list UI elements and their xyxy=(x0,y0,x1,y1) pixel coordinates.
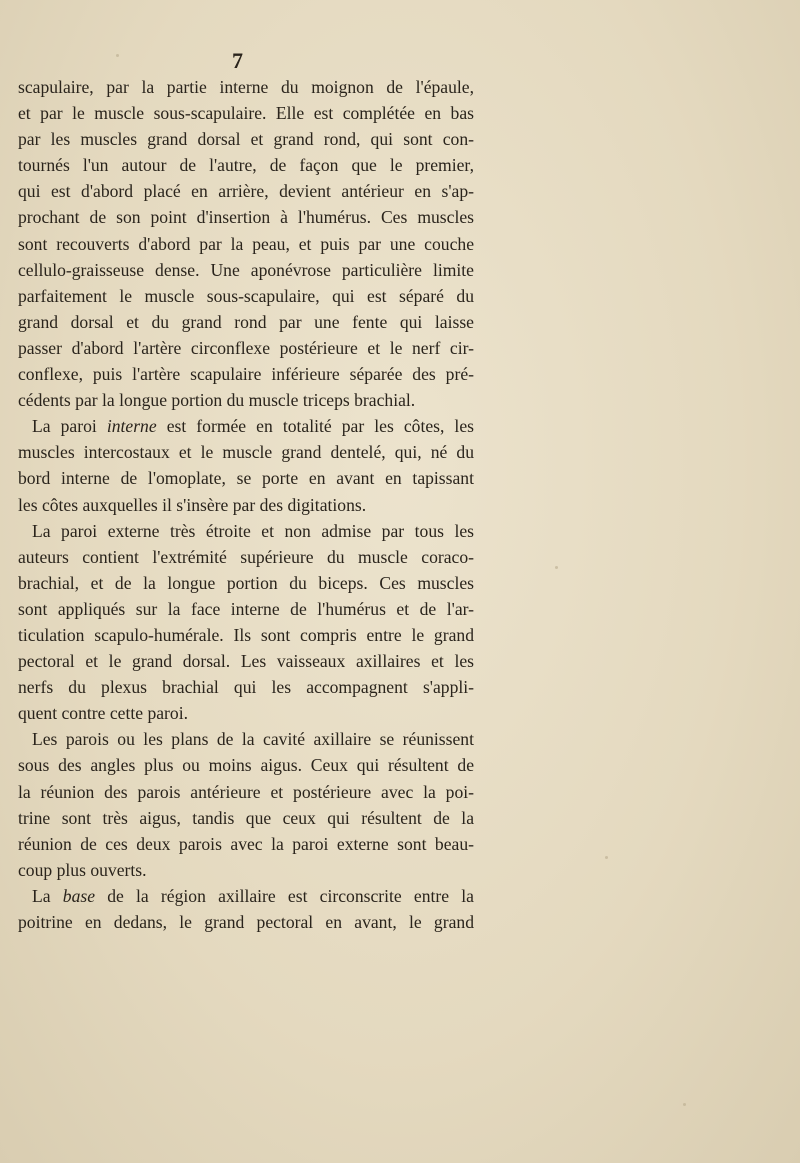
text-line: grand dorsal et du grand rond par une fente qui laisse xyxy=(18,311,474,332)
paper-speck xyxy=(555,566,558,569)
text-segment: La paroi xyxy=(32,416,107,437)
text-line: scapulaire, par la partie interne du moignon de l'épaule, xyxy=(18,77,474,97)
text-line: trine sont très aigus, tandis que ceux qui résultent de la xyxy=(18,807,474,828)
text-line: coup plus ouverts. xyxy=(18,859,147,880)
text-segment: est formée en totalité par les côtes, les xyxy=(156,416,474,437)
text-line: les côtes auxquelles il s'insère par des digitations. xyxy=(18,494,367,515)
text-line xyxy=(18,413,474,439)
text-line: muscles intercostaux et le muscle grand dentelé, qui, né du xyxy=(18,442,474,463)
text-line: cellulo-graisseuse dense. Une aponévrose particulière limite xyxy=(18,259,474,280)
text-segment: de la région axillaire est circonscrite entre la xyxy=(95,885,474,906)
text-line: poitrine en dedans, le grand pectoral en avant, le grand xyxy=(18,912,474,932)
paper-speck xyxy=(116,54,119,57)
text-line: sont recouverts d'abord par la peau, et puis par une couche xyxy=(18,233,474,254)
text-line: prochant de son point d'insertion à l'humérus. Ces muscles xyxy=(18,207,474,228)
text-line: et par le muscle sous-scapulaire. Elle est complétée en bas xyxy=(18,103,474,124)
text-line: Les parois ou les plans de la cavité axillaire se réunissent xyxy=(32,729,474,750)
text-line: sous des angles plus ou moins aigus. Ceux qui résultent de xyxy=(18,755,474,776)
text-line: cédents par la longue portion du muscle triceps brachial. xyxy=(18,390,416,411)
text-line: quent contre cette paroi. xyxy=(18,703,188,724)
text-line: passer d'abord l'artère circonflexe postérieure et le nerf cir- xyxy=(18,337,474,358)
text-line: sont appliqués sur la face interne de l'humérus et de l'ar- xyxy=(18,598,474,619)
body-text xyxy=(18,74,474,935)
paper-speck xyxy=(683,1103,686,1106)
page-number: 7 xyxy=(232,48,243,73)
text-line: nerfs du plexus brachial qui les accompagnent s'appli- xyxy=(18,677,474,698)
text-line: par les muscles grand dorsal et grand rond, qui sont con- xyxy=(18,129,474,150)
text-line: La paroi externe très étroite et non admise par tous les xyxy=(32,520,474,541)
text-line: réunion de ces deux parois avec la paroi externe sont beau- xyxy=(18,833,474,854)
italic-term: base xyxy=(62,885,96,906)
text-line: auteurs contient l'extrémité supérieure du muscle coraco- xyxy=(18,546,474,567)
text-line xyxy=(18,883,474,909)
text-segment: La xyxy=(32,885,63,906)
text-line: bord interne de l'omoplate, se porte en avant en tapissant xyxy=(18,468,474,489)
italic-term: interne xyxy=(106,416,157,437)
text-line: parfaitement le muscle sous-scapulaire, qui est séparé du xyxy=(18,285,474,306)
text-line: la réunion des parois antérieure et postérieure avec la poi- xyxy=(18,781,474,802)
text-line: ticulation scapulo-humérale. Ils sont compris entre le grand xyxy=(18,624,474,645)
paper-speck xyxy=(605,856,608,859)
text-line: brachial, et de la longue portion du biceps. Ces muscles xyxy=(18,572,474,593)
text-line: conflexe, puis l'artère scapulaire inférieure séparée des pré- xyxy=(18,364,474,385)
text-line: qui est d'abord placé en arrière, devient antérieur en s'ap- xyxy=(18,181,474,202)
text-line: pectoral et le grand dorsal. Les vaisseaux axillaires et les xyxy=(18,651,474,672)
text-line: tournés l'un autour de l'autre, de façon que le premier, xyxy=(18,155,474,176)
